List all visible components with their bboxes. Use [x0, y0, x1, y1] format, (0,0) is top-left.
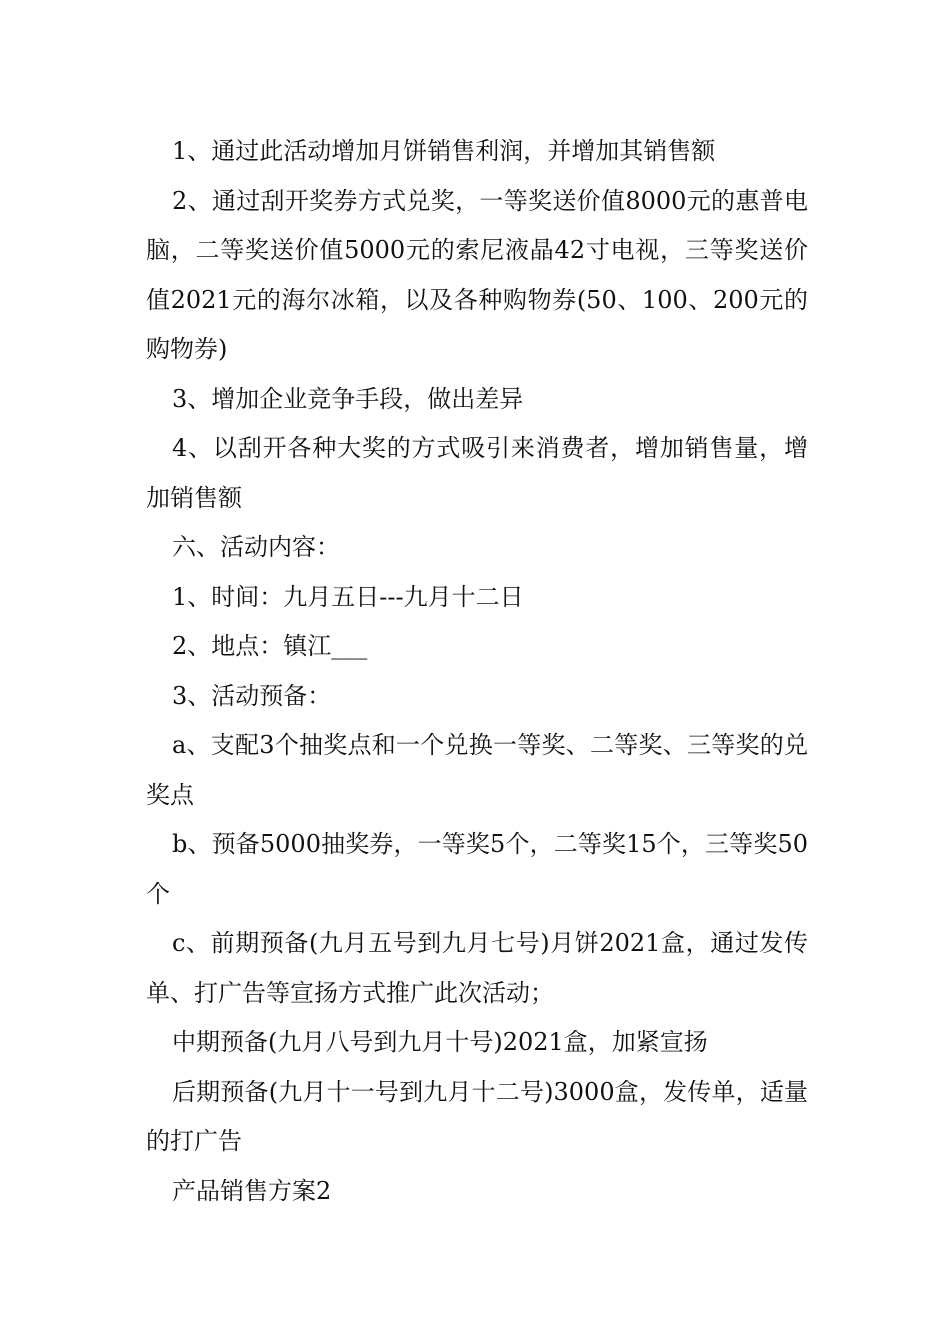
- paragraph-location: 2、地点：镇江___: [172, 632, 368, 660]
- section-heading-plan-2: 产品销售方案2: [172, 1176, 332, 1205]
- paragraph-time: 1、时间：九月五日---九月十二日: [172, 582, 524, 611]
- paragraph-goal-3: 3、增加企业竞争手段，做出差异: [172, 384, 524, 413]
- paragraph-prep-c: c、前期预备(九月五号到九月七号)月饼2021盒，通过发传单、打广告等宣扬方式推广此次活动；: [146, 929, 808, 1007]
- paragraph-prep-a: a、支配3个抽奖点和一个兑换一等奖、二等奖、三等奖的兑奖点: [146, 731, 808, 809]
- paragraph-mid-phase: 中期预备(九月八号到九月十号)2021盒，加紧宣扬: [172, 1028, 708, 1056]
- document-body: [146, 127, 808, 1216]
- paragraph-goal-4: 4、以刮开各种大奖的方式吸引来消费者，增加销售量，增加销售额: [146, 434, 808, 512]
- section-heading-activity-content: 六、活动内容：: [172, 533, 340, 561]
- paragraph-late-phase: 后期预备(九月十一号到九月十二号)3000盒，发传单，适量的打广告: [146, 1077, 808, 1155]
- paragraph-prep-b: b、预备5000抽奖券，一等奖5个，二等奖15个，三等奖50个: [146, 830, 808, 908]
- paragraph-goal-2: 2、通过刮开奖券方式兑奖，一等奖送价值8000元的惠普电脑，二等奖送价值5000元的索尼液晶42寸电视，三等奖送价值2021元的海尔冰箱，以及各种购物券(50、100、200元的购物券): [146, 186, 808, 363]
- paragraph-preparation: 3、活动预备：: [172, 681, 332, 710]
- paragraph-goal-1: 1、通过此活动增加月饼销售利润，并增加其销售额: [172, 137, 716, 165]
